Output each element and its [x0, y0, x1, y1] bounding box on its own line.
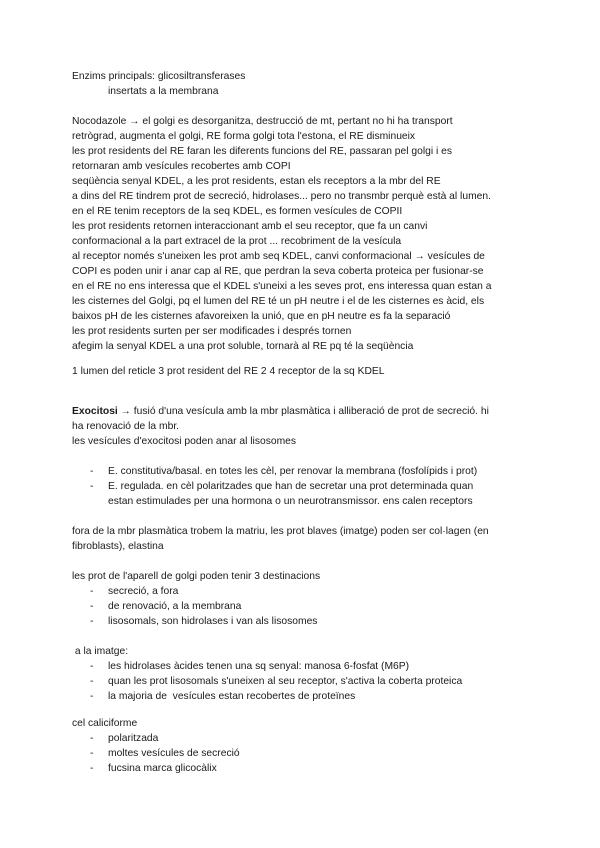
golgi-line: les cisternes del Golgi, pq el lumen del RE té un pH neutre i el de les cisternes es àcid, els: [72, 296, 485, 307]
list-item-text: E. constitutiva/basal. en totes les cèl, per renovar la membrana (fosfolípids i prot): [108, 466, 478, 477]
golgi-line: baixos pH de les cisternes afavoreixen la unió, que en pH neutre es fa la separació: [72, 311, 451, 322]
exocitosi-definition: → fusió d'una vesícula amb la mbr plasmàtica i alliberació de prot de secreció. hi: [117, 406, 489, 417]
bullet-dash: -: [90, 586, 94, 597]
bullet-dash: -: [90, 733, 94, 744]
bullet-dash: -: [90, 601, 94, 612]
golgi-line: afegim la senyal KDEL a una prot soluble, tornarà al RE pq té la seqüència: [72, 341, 414, 352]
golgi-line: Nocodazole → el golgi es desorganitza, destrucció de mt, pertant no hi ha transport: [72, 116, 453, 127]
bullet-dash: -: [90, 691, 94, 702]
imatge-bullets: [72, 659, 552, 704]
exocitosi-bullets: [72, 464, 552, 509]
enzims-line-1: Enzims principals: glicosiltransferases: [72, 71, 246, 82]
golgi-line: les prot residents surten per ser modificades i després tornen: [72, 326, 352, 337]
exocitosi-term: Exocitosi: [72, 406, 118, 417]
golgi-line: retrògrad, augmenta el golgi, RE forma golgi tota l'estona, el RE disminueix: [72, 131, 416, 142]
list-item-text: de renovació, a la membrana: [108, 601, 242, 612]
list-item-text: polaritzada: [108, 733, 159, 744]
golgi-line: retornaran amb vesícules recobertes amb COPI: [72, 161, 291, 172]
golgi-line: les prot residents del RE faran les diferents funcions del RE, passaran pel golgi i es: [72, 146, 453, 157]
list-item-text: secreció, a fora: [108, 586, 179, 597]
bullet-dash: -: [90, 676, 94, 687]
list-item-continuation: estan estimulades per una hormona o un neurotransmissor. ens calen receptors: [108, 496, 473, 507]
list-item-text: fucsina marca glicocàlix: [108, 763, 217, 774]
list-item: [72, 689, 552, 704]
list-item-text: les hidrolases àcides tenen una sq senyal: manosa 6-fosfat (M6P): [108, 661, 410, 672]
bullet-dash: -: [90, 481, 94, 492]
exocitosi-section: [72, 404, 552, 449]
matriu-line-2: fibroblasts), elastina: [72, 541, 164, 552]
golgi-line: al receptor només s'uneixen les prot amb seq KDEL, canvi conformacional → vesícules de: [72, 251, 485, 262]
list-item-text: lisosomals, son hidrolases i van als lisosomes: [108, 616, 318, 627]
list-item: [72, 599, 552, 614]
caliciforme-section: [72, 716, 552, 776]
bullet-dash: -: [90, 763, 94, 774]
imatge-intro: a la imatge:: [72, 646, 129, 657]
bullet-dash: -: [90, 661, 94, 672]
bullet-dash: -: [90, 466, 94, 477]
figure-caption-block: [72, 364, 552, 379]
exocitosi-line-1: [72, 404, 552, 419]
golgi-line: conformacional a la part extracel de la prot ... recobriment de la vesícula: [72, 236, 402, 247]
list-item-text: moltes vesícules de secreció: [108, 748, 240, 759]
golgi-line: en el RE tenim receptors de la seq KDEL, es formen vesícules de COPII: [72, 206, 403, 217]
golgi-line: COPI es poden unir i anar cap al RE, que perdran la seva coberta proteica per fusionar-se: [72, 266, 484, 277]
enzims-section: [72, 69, 552, 99]
figure-caption: 1 lumen del reticle 3 prot resident del RE 2 4 receptor de la sq KDEL: [72, 366, 385, 377]
list-item: [72, 479, 552, 494]
list-item-text: la majoria de vesícules estan recobertes de proteïnes: [108, 691, 356, 702]
caliciforme-bullets: [72, 731, 552, 776]
list-item: [72, 761, 552, 776]
exocitosi-line-3: les vesícules d'exocitosi poden anar al lisosomes: [72, 436, 297, 447]
golgi-line: a dins del RE tindrem prot de secreció, hidrolases... pero no transmbr perquè està al lumen.: [72, 191, 491, 202]
list-item: [72, 584, 552, 599]
caliciforme-intro: cel caliciforme: [72, 718, 138, 729]
destinacions-section: [72, 569, 552, 629]
golgi-line: les prot residents retornen interaccionant amb el seu receptor, que fa un canvi: [72, 221, 428, 232]
matriu-line-1: fora de la mbr plasmàtica trobem la matriu, les prot blaves (imatge) poden ser col·lagen (en: [72, 526, 489, 537]
list-item-text: E. regulada. en cèl polaritzades que han de secretar una prot determinada quan: [108, 481, 474, 492]
list-item: [72, 659, 552, 674]
enzims-line-2: insertats a la membrana: [108, 86, 219, 97]
list-item-text: quan les prot lisosomals s'uneixen al seu receptor, s'activa la coberta proteica: [108, 676, 463, 687]
list-item: [72, 614, 552, 629]
golgi-line: seqüència senyal KDEL, a les prot residents, estan els receptors a la mbr del RE: [72, 176, 441, 187]
golgi-line: en el RE no ens interessa que el KDEL s'uneixi a les seves prot, ens interessa quan estan a: [72, 281, 492, 292]
destinacions-intro: les prot de l'aparell de golgi poden tenir 3 destinacions: [72, 571, 321, 582]
imatge-section: [72, 644, 552, 704]
list-item: [72, 464, 552, 479]
matriu-section: [72, 524, 552, 554]
list-item: [72, 746, 552, 761]
list-item: [72, 731, 552, 746]
exocitosi-line-2: ha renovació de la mbr.: [72, 421, 180, 432]
list-item: [72, 674, 552, 689]
bullet-dash: -: [90, 748, 94, 759]
bullet-dash: -: [90, 616, 94, 627]
destinacions-bullets: [72, 584, 552, 629]
golgi-paragraph: [72, 114, 552, 354]
